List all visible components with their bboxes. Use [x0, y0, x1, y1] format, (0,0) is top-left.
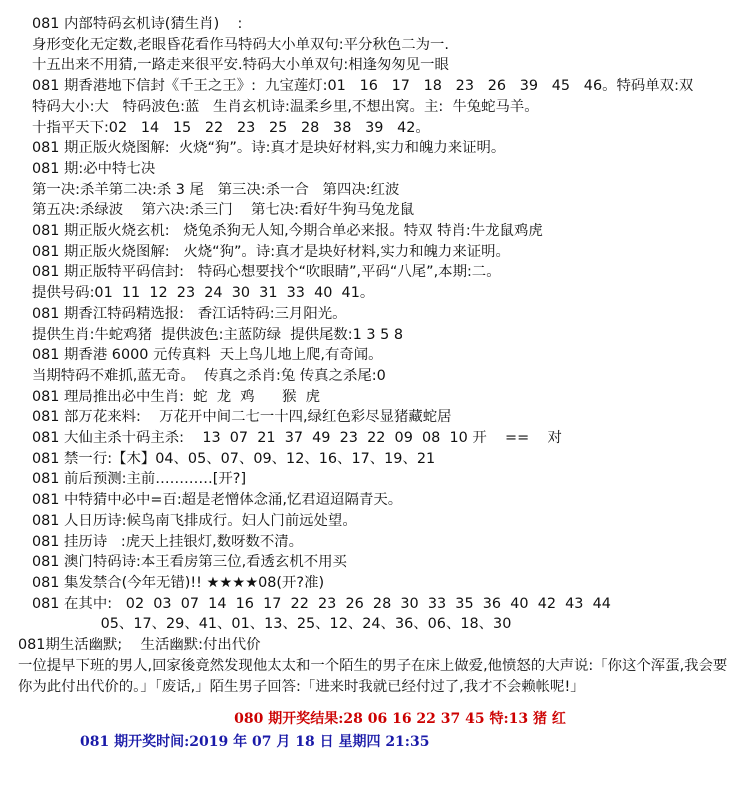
next-draw-time: 081 期开奖时间:2019 年 07 月 18 日 星期四 21:35: [80, 734, 430, 751]
tip-line: 05、17、29、41、01、13、25、12、24、36、06、18、30: [32, 616, 512, 633]
tip-line: 081 理局推出必中生肖: 蛇 龙 鸡 猴 虎: [32, 388, 321, 405]
tip-line: 特码大小:大 特码波色:蓝 生肖玄机诗:温柔乡里,不想出窝。主: 牛兔蛇马羊。: [32, 98, 539, 115]
tip-line: 081 期正版火烧玄机: 烧兔杀狗无人知,今期合单必来报。特双 特肖:牛龙鼠鸡虎: [32, 223, 543, 240]
previous-draw-result: 080 期开奖结果:28 06 16 22 37 45 特:13 猪 红: [234, 711, 566, 728]
tip-line: 十指平天下:02 14 15 22 23 25 28 38 39 42。: [32, 119, 430, 136]
tip-line: 081 部万花来料: 万花开中间二七一十四,绿红色彩尽显猪藏蛇居: [32, 409, 452, 426]
tip-line: 081 期正版火烧图解: 火烧“狗”。诗:真才是块好材料,实力和魄力来证明。: [32, 243, 510, 260]
tip-line: 081 禁一行:【木】04、05、07、09、12、16、17、19、21: [32, 450, 436, 467]
tip-line: 第五决:杀绿波 第六决:杀三门 第七决:看好牛狗马兔龙鼠: [32, 202, 415, 219]
tip-line: 081 内部特码玄机诗(猜生肖) :: [32, 16, 243, 32]
tip-line: 提供生肖:牛蛇鸡猪 提供波色:主蓝防绿 提供尾数:1 3 5 8: [32, 326, 404, 343]
tip-line: 081 期正版火烧图解: 火烧“狗”。诗:真才是块好材料,实力和魄力来证明。: [32, 140, 506, 157]
tip-line: 081 期正版特平码信封: 特码心想要找个“吹眼睛”,平码“八尾”,本期:二。: [32, 264, 501, 281]
tip-line: 十五出来不用猜,一路走来很平安.特码大小单双句:相逢匆匆见一眼: [32, 57, 449, 74]
story-paragraph: 一位提早下班的男人,回家後竟然发现他太太和一个陌生的男子在床上做爱,他愤怒的大声说:「你这个浑蛋,我会要你为此付出代价的。」「废话,」陌生男子回答:「进来时我就已经付过了,我才不会赖帐呢!」: [18, 657, 728, 695]
tip-line: 081 期香港地下信封《千王之王》: 九宝莲灯:01 16 17 18 23 26 39 45 46。特码单双:双: [32, 78, 694, 95]
tip-line: 081 在其中: 02 03 07 14 16 17 22 23 26 28 30 33 35 36 40 42 43 44: [32, 595, 611, 612]
tip-line: 081 期香港 6000 元传真料 天上鸟儿地上爬,有奇闻。: [32, 347, 383, 364]
tip-line: 081 澳门特码诗:本王看房第三位,看透玄机不用买: [32, 554, 347, 571]
tip-line: 081 大仙主杀十码主杀: 13 07 21 37 49 23 22 09 08 10 开 == 对: [32, 430, 562, 447]
tip-line: 081 集发禁合(今年无错)!! ★★★★08(开?准): [32, 574, 325, 591]
tip-line: 提供号码:01 11 12 23 24 30 31 33 40 41。: [32, 285, 375, 302]
tip-line: 当期特码不难抓,蓝无奇。 传真之杀肖:兔 传真之杀尾:0: [32, 367, 386, 384]
tip-line: 081 挂历诗 :虎天上挂银灯,数呀数不清。: [32, 533, 304, 550]
tip-line: 081 人日历诗:候鸟南飞排成行。妇人门前远处望。: [32, 512, 357, 529]
tip-line: 第一决:杀羊第二决:杀 3 尾 第三决:杀一合 第四决:红波: [32, 181, 400, 198]
tip-line: 身形变化无定数,老眼昏花看作马特码大小单双句:平分秋色二为一.: [32, 36, 449, 53]
tip-line: 081 前后预测:主前…………[开?]: [32, 471, 247, 488]
lottery-tips-list: [32, 14, 728, 635]
story-title: 081期生活幽默; 生活幽默:付出代价: [18, 637, 261, 654]
tip-line: 081 期香江特码精选报: 香江话特码:三月阳光。: [32, 305, 347, 322]
tip-line: 081 期:必中特七决: [32, 160, 156, 177]
tip-line: 081 中特猜中必中=百:超是老憎体念涌,忆君迢迢隔青天。: [32, 492, 403, 509]
humor-story: [18, 635, 728, 697]
